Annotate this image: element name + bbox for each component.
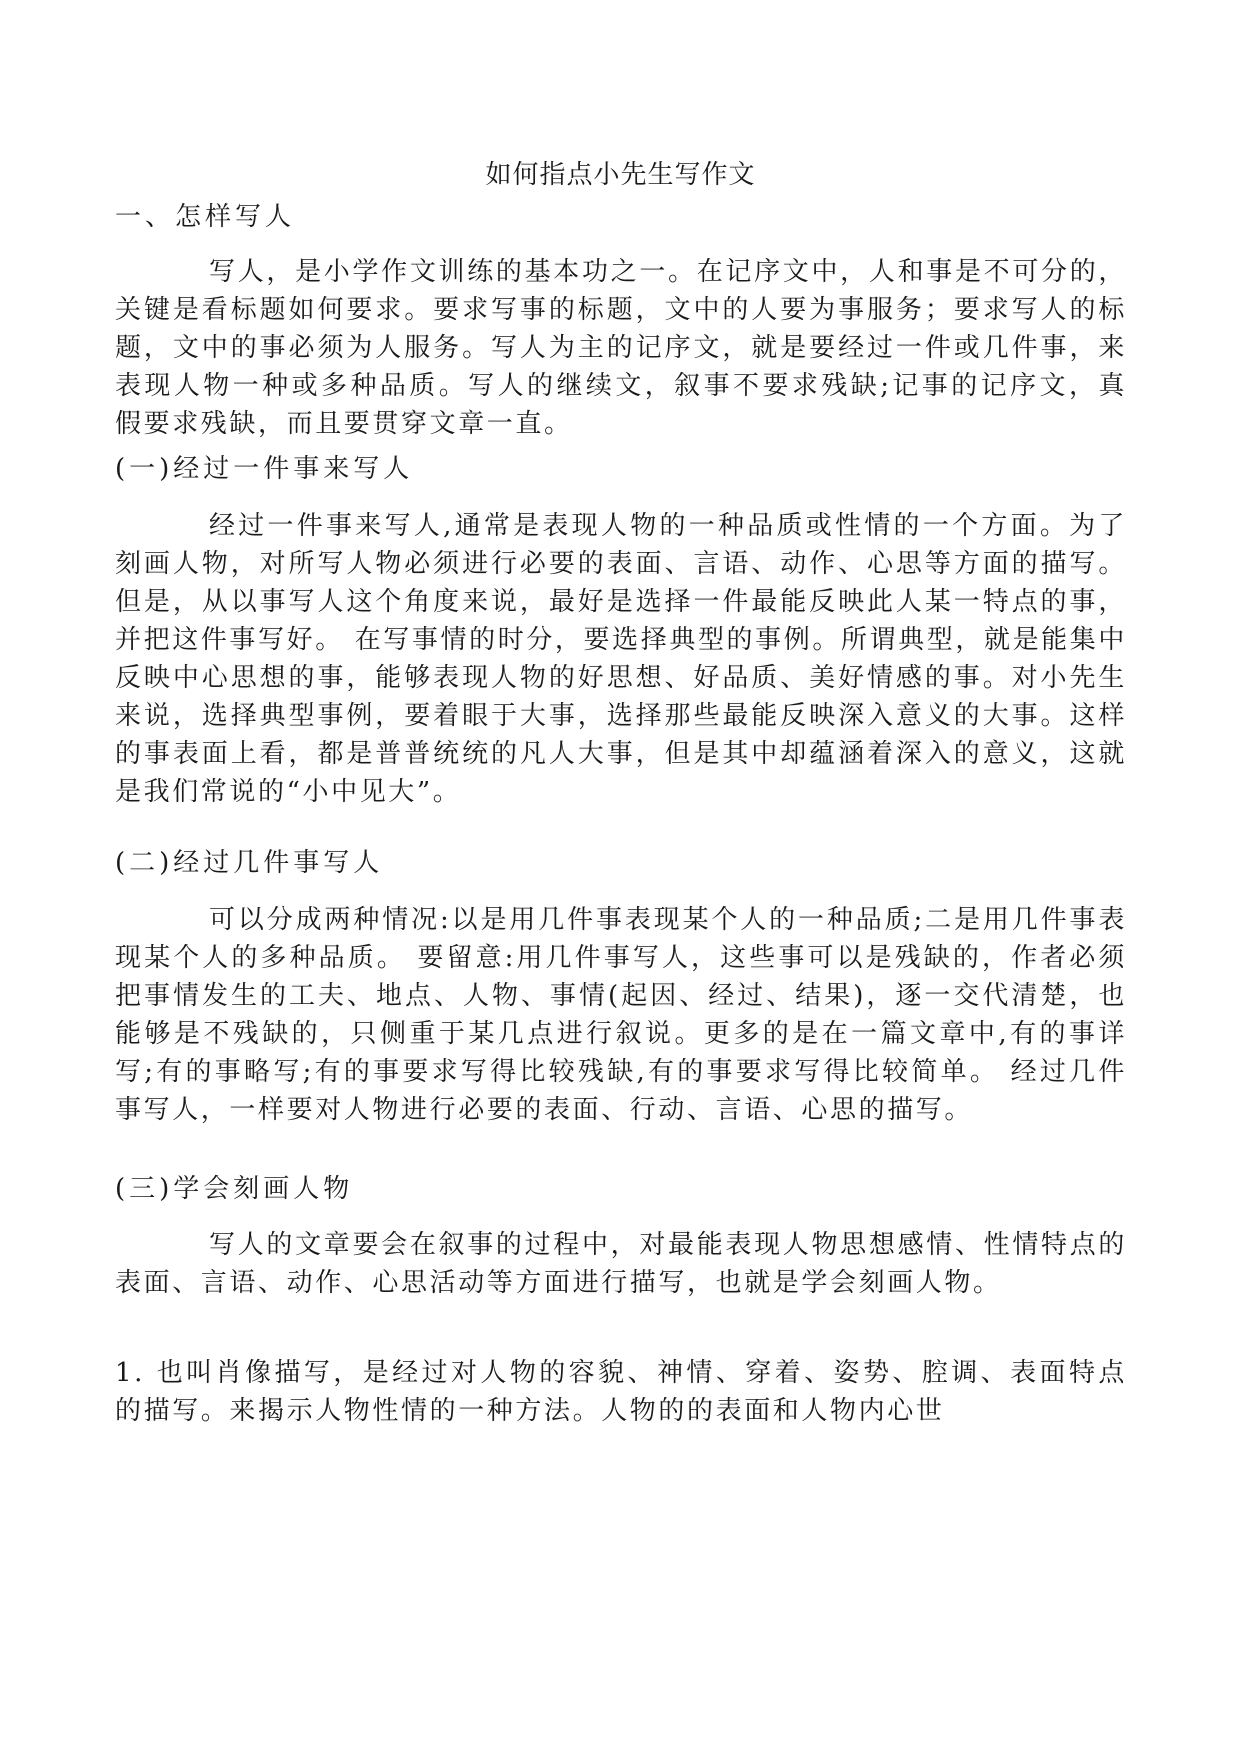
subsection-several-events-paragraph: 可以分成两种情况:以是用几件事表现某个人的一种品质;二是用几件事表现某个人的多种品质。 要留意:用几件事写人，这些事可以是残缺的，作者必须把事情发生的工夫、地点、人物、事情(起因、经过、结果)，逐一交代清楚，也能够是不残缺的，只侧重于某几点进行叙说。更多的是在一篇文章中,有的事详写;有的事略写;有的事要求写得比较残缺,有的事要求写得比较简单。 经过几件事写人，一样要对人物进行必要的表面、行动、言语、心思的描写。 (115, 905, 1127, 1125)
subsection-portray-characters-paragraph: 写人的文章要会在叙事的过程中，对最能表现人物思想感情、性情特点的表面、言语、动作、心思活动等方面进行描写，也就是学会刻画人物。 (115, 1230, 1127, 1298)
section-heading-how-to-write-people: 一、怎样写人 (115, 202, 296, 232)
numbered-item-1: 1. 也叫肖像描写，是经过对人物的容貌、神情、穿着、姿势、腔调、表面特点的描写。来揭示人物性情的一种方法。人物的的表面和人物内心世 (115, 1358, 1127, 1426)
subsection-heading-portray-characters: (三)学会刻画人物 (115, 1174, 354, 1204)
document-title: 如何指点小先生写作文 (485, 160, 756, 190)
subsection-one-event-paragraph: 经过一件事来写人,通常是表现人物的一种品质或性情的一个方面。为了刻画人物，对所写人物必须进行必要的表面、言语、动作、心思等方面的描写。但是，从以事写人这个角度来说，最好是选择一件最能反映此人某一特点的事，并把这件事写好。 在写事情的时分，要选择典型的事例。所谓典型，就是能集中反映中心思想的事，能够表现人物的好思想、好品质、美好情感的事。对小先生来说，选择典型事例，要着眼于大事，选择那些最能反映深入意义的大事。这样的事表面上看，都是普普统统的凡人大事，但是其中却蕴涵着深入的意义，这就是我们常说的“小中见大”。 (115, 511, 1127, 807)
section-intro-paragraph: 写人，是小学作文训练的基本功之一。在记序文中，人和事是不可分的，关键是看标题如何要求。要求写事的标题，文中的人要为事服务；要求写人的标题，文中的事必须为人服务。写人为主的记序文，就是要经过一件或几件事，来表现人物一种或多种品质。写人的继续文，叙事不要求残缺;记事的记序文，真假要求残缺，而且要贯穿文章一直。 (115, 257, 1127, 439)
subsection-heading-several-events: (二)经过几件事写人 (115, 848, 384, 878)
subsection-heading-one-event: (一)经过一件事来写人 (115, 454, 414, 484)
